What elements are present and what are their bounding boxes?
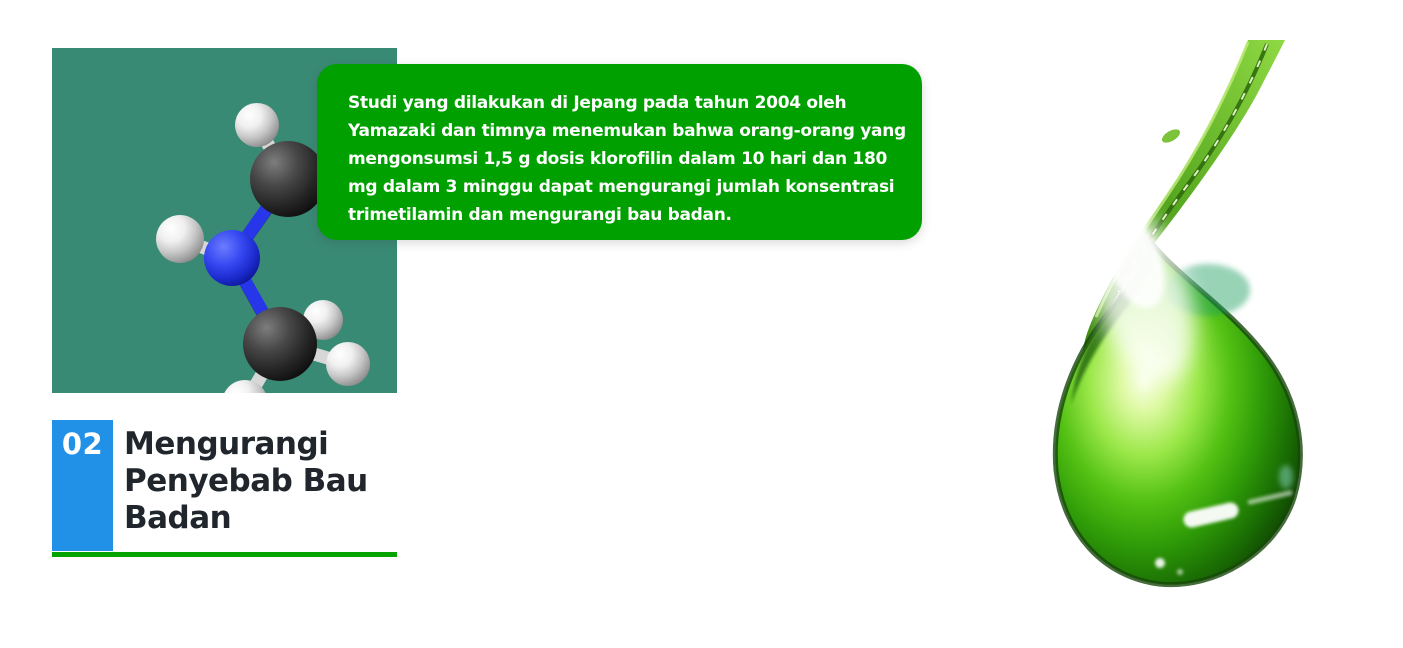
title-underline xyxy=(52,552,397,557)
section-title-line: Badan xyxy=(124,500,232,536)
drop-body xyxy=(1055,195,1300,584)
callout-text-line: mengonsumsi 1,5 g dosis klorofilin dalam 10 hari dan 180 xyxy=(348,149,888,169)
droplet-svg xyxy=(1043,40,1343,595)
callout-bubble xyxy=(317,64,922,240)
section-number-badge xyxy=(52,420,113,551)
callout-text-line: Studi yang dilakukan di Jepang pada tahun 2004 oleh xyxy=(348,93,847,113)
droplet-image xyxy=(1043,40,1343,595)
callout-text-line: Yamazaki dan timnya menemukan bahwa orang-orang yang xyxy=(348,121,906,141)
section-title-line: Mengurangi xyxy=(124,426,329,462)
callout-text-line: mg dalam 3 minggu dapat mengurangi jumlah konsentrasi xyxy=(348,177,895,197)
section-title-line: Penyebab Bau xyxy=(124,463,368,499)
callout-text-line: trimetilamin dan mengurangi bau badan. xyxy=(348,205,732,225)
section-number: 02 xyxy=(61,427,104,461)
section-title xyxy=(124,426,368,537)
